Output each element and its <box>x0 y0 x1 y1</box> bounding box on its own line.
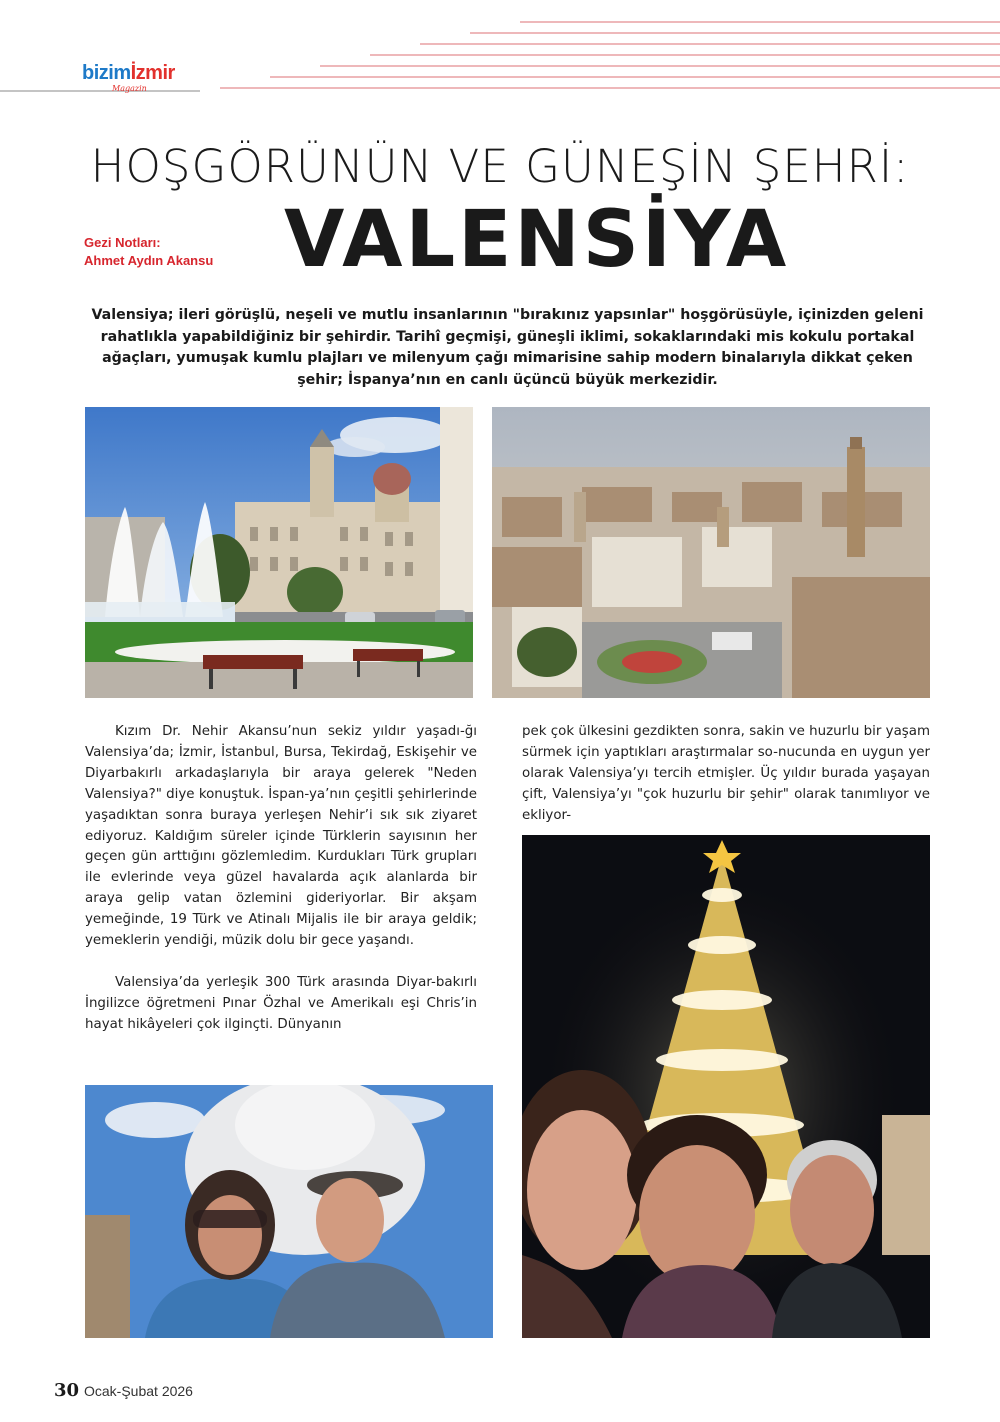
lead-paragraph: Valensiya; ileri görüşlü, neşeli ve mutlu insanlarının "bırakınız yapsınlar" hoşgörüsüyle, içinizden geleni rahatlıkla yapabildiğiniz bir şehirdir. Tarihî geçmişi, güneşli iklimi, sokaklarındaki mis kokulu portakal ağaçları, yumuşak kumlu plajları ve milenyum çağı mimarisine sahip modern binalarıyla dikkat çeken şehir; İspanya’nın en canlı üçüncü büyük merkezidir. <box>91 307 924 388</box>
article-paragraph-3: pek çok ülkesini gezdikten sonra, sakin ve huzurlu bir yaşam sürmek için yaptıkları araştırmalar so-nucunda en uygun yer olarak Valensiya’yı tercih etmişler. Üç yıldır burada yaşayan çift, Valensiya’yı "çok huzurlu bir şehir" olarak tanımlıyor ve ekliyor- <box>522 724 930 823</box>
header-decorative-lines <box>0 0 1000 100</box>
photo-couple-selfie <box>85 1085 493 1338</box>
article-paragraph-2: Valensiya’da yerleşik 300 Türk arasında Diyar-bakırlı İngilizce öğretmeni Pınar Özhal ve Amerikalı eşi Chris’in hayat hikâyeleri çok ilginçti. Dünyanın <box>85 974 477 1032</box>
logo-text-part2: İzmir <box>130 62 175 84</box>
photo-christmas-tree-selfie <box>522 835 930 1338</box>
byline-author: Ahmet Aydın Akansu <box>84 253 214 268</box>
logo-subtitle: Magazin <box>112 84 147 93</box>
byline <box>84 234 213 270</box>
article-column-1 <box>85 722 477 1036</box>
photo-city-hall-fountain <box>85 407 473 698</box>
photo-aerial-city-view <box>492 407 930 698</box>
article-paragraph-1: Kızım Dr. Nehir Akansu’nun sekiz yıldır yaşadı-ğı Valensiya’da; İzmir, İstanbul, Bursa, Tekirdağ, Eskişehir ve Diyarbakırlı arkadaşlarıyla bir araya gelerek "Neden Valensiya?" diye konuştuk. İspan-ya’nın çeşitli şehirlerinde yaşadıktan sonra buraya yerleşen Nehir’i sık sık ziyaret ediyoruz. Kaldığım süreler içinde Türklerin sayısının her geçen gün arttığını gözlemledim. Kurdukları Türk grupları ile evlerinde veya güzel havalarda açık alanlarda bir araya gelip vatan özlemini gideriyorlar. Bir akşam yemeğinde, 19 Türk ve Atinalı Mijalis ile bir araya geldik; yemeklerin yendiği, müzik dolu bir gece yaşandı. <box>85 724 477 949</box>
page-number: 30 <box>54 1380 80 1401</box>
issue-date: Ocak-Şubat 2026 <box>84 1383 193 1399</box>
magazine-logo <box>82 62 175 93</box>
logo-text-part1: bizim <box>82 62 131 84</box>
article-column-2 <box>522 722 930 827</box>
headline-line1: HOŞGÖRÜNÜN VE GÜNEŞİN ŞEHRİ: <box>90 140 910 193</box>
headline-line2: VALENSİYA <box>284 195 790 285</box>
byline-label: Gezi Notları: <box>84 235 161 250</box>
